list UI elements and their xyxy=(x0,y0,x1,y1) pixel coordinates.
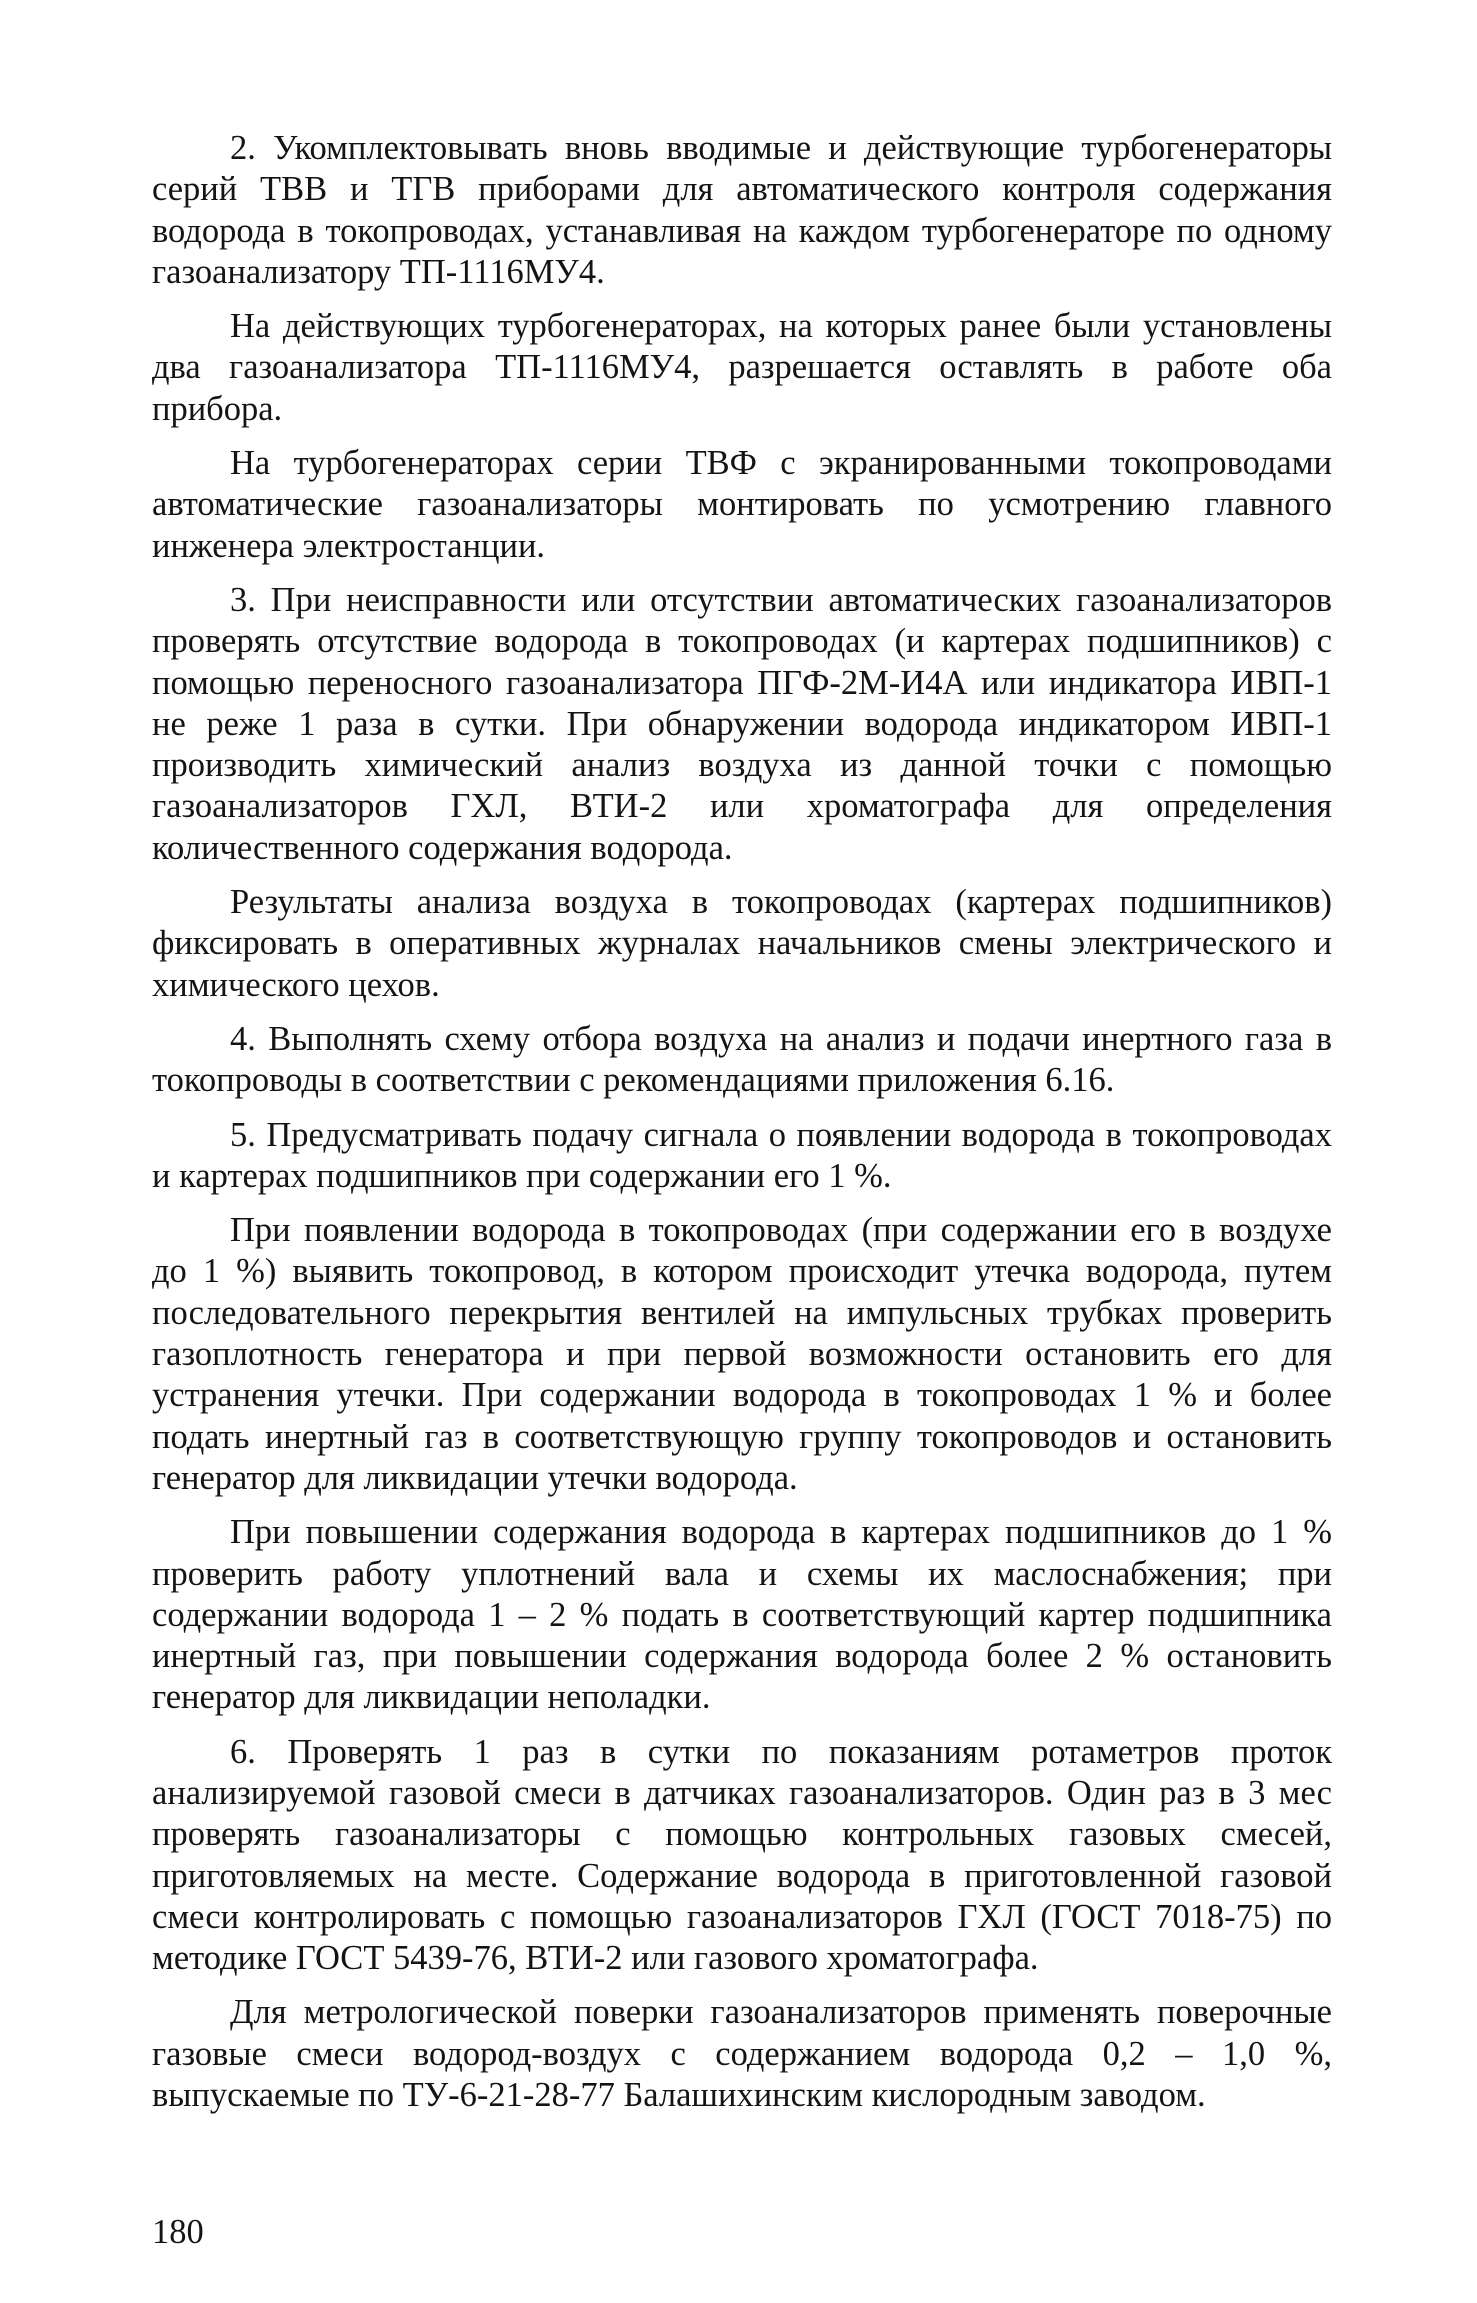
paragraph-item-5: 5. Предусматривать подачу сигнала о появлении водорода в токопроводах и картерах подшипников при содержании его 1 %. xyxy=(152,1115,1332,1195)
paragraph-item-6: 6. Проверять 1 раз в сутки по показаниям ротаметров проток анализируемой газовой смеси в датчиках газоанализаторов. Один раз в 3 мес проверять газоанализаторы с помощью контрольных газовых смесей, приготовляемых на месте. Содержание водорода в приготовленной газовой смеси контролировать с помощью газоанализаторов ГХЛ (ГОСТ 7018-75) по методике ГОСТ 5439-76, ВТИ-2 или газового хроматографа. xyxy=(152,1732,1332,1978)
paragraph-hydrogen-appearance: При появлении водорода в токопроводах (при содержании его в воздухе до 1 %) выявить токопровод, в котором происходит утечка водорода, путем последовательного перекрытия вентилей на импульсных трубках проверить газоплотность генератора и при первой возможности остановить его для устранения утечки. При содержании водорода в токопроводах 1 % и более подать инертный газ в соответствующую группу токопроводов и остановить генератор для ликвидации утечки водорода. xyxy=(152,1211,1332,1497)
paragraph-tvf-series: На турбогенераторах серии ТВФ с экранированными токопроводами автоматические газоанализаторы монтировать по усмотрению главного инженера электростанции. xyxy=(152,444,1332,565)
paragraph-item-2: 2. Укомплектовывать вновь вводимые и действующие турбогенераторы серий ТВВ и ТГВ приборами для автоматического контроля содержания водорода в токопроводах, устанавливая на каждом турбогенераторе по одному газоанализатору ТП-1116МУ4. xyxy=(152,129,1332,291)
paragraph-bearing-housings: При повышении содержания водорода в картерах подшипников до 1 % проверить работу уплотнений вала и схемы их маслоснабжения; при содержании водорода 1 – 2 % подать в соответствующий картер подшипника инертный газ, при повышении содержания водорода более 2 % остановить генератор для ликвидации неполадки. xyxy=(152,1513,1332,1717)
paragraph-item-3: 3. При неисправности или отсутствии автоматических газоанализаторов проверять отсутствие водорода в токопроводах (и картерах подшипников) с помощью переносного газоанализатора ПГФ-2М-И4А или индикатора ИВП-1 не реже 1 раза в сутки. При обнаружении водорода индикатором ИВП-1 производить химический анализ воздуха из данной точки с помощью газоанализаторов ГХЛ, ВТИ-2 или хроматографа для определения количественного содержания водорода. xyxy=(152,580,1332,867)
paragraph-item-4: 4. Выполнять схему отбора воздуха на анализ и подачи инертного газа в токопроводы в соответствии с рекомендациями приложения 6.16. xyxy=(152,1019,1332,1100)
paragraph-analysis-results: Результаты анализа воздуха в токопроводах (картерах подшипников) фиксировать в оперативных журналах начальников смены электрического и химического цехов. xyxy=(152,883,1332,1004)
body-text xyxy=(152,128,1332,2129)
page-number: 180 xyxy=(152,2213,204,2251)
paragraph-existing-generators: На действующих турбогенераторах, на которых ранее были установлены два газоанализатора ТП-1116МУ4, разрешается оставлять в работе оба прибора. xyxy=(152,307,1332,428)
paragraph-metrological-check: Для метрологической поверки газоанализаторов применять поверочные газовые смеси водород-воздух с содержанием водорода 0,2 – 1,0 %, выпускаемые по ТУ-6-21-28-77 Балашихинским кислородным заводом. xyxy=(152,1993,1332,2115)
